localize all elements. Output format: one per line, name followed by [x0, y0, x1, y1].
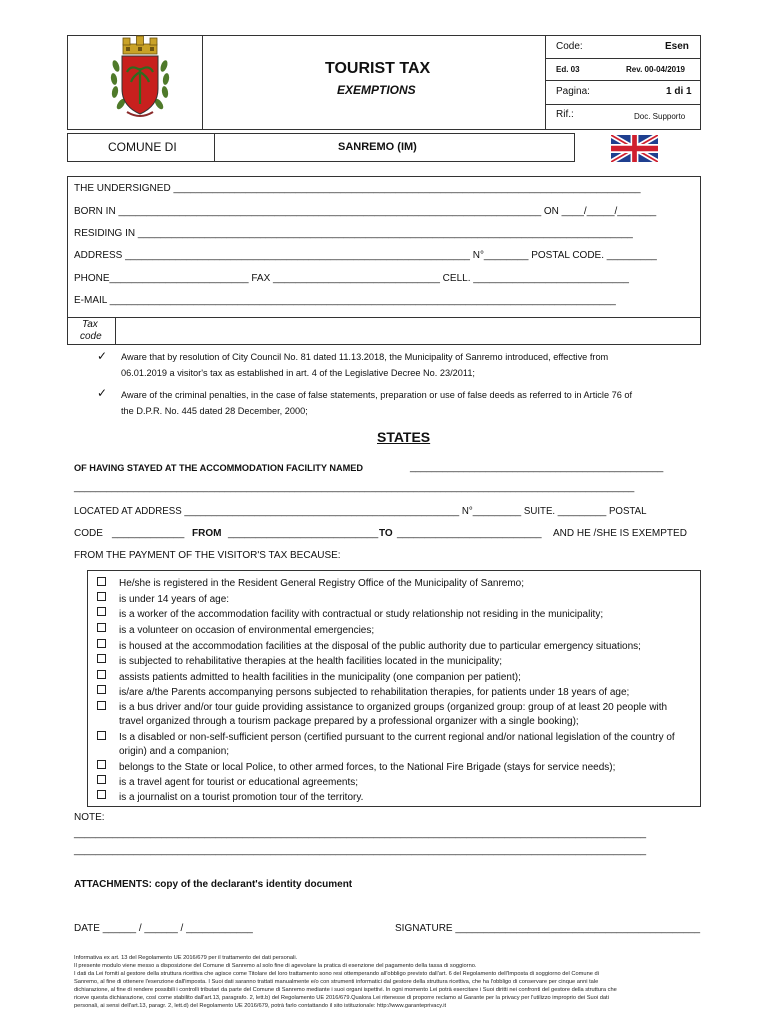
crown-icon — [123, 36, 157, 54]
page-label: Pagina: — [556, 86, 590, 97]
tax-code-label: Tax — [82, 319, 98, 330]
exemption-option: Is a disabled or non-self-sufficient person (certified pursuant to the current regional and/or national legislation of the country of — [119, 732, 675, 743]
exemption-option: is under 14 years of age: — [119, 594, 230, 605]
privacy-notice: I dati da Lei forniti al gestore della struttura ricettiva che agisce come Titolare del loro trattamento sono resi ottemperando all'obbligo previsto dall'art. 6 del Regolamento dell'Imposta di soggiorno del Comune di — [74, 971, 599, 977]
tax-code-input[interactable] — [117, 319, 699, 343]
because-label: FROM THE PAYMENT OF THE VISITOR'S TAX BECAUSE: — [74, 550, 341, 561]
exemption-option: belongs to the State or local Police, to other armed forces, to the National Fire Brigade (stays for service needs); — [119, 762, 616, 773]
privacy-notice: Il presente modulo viene messo a disposizione del Comune di Sanremo al solo fine di agevolare la pratica di esenzione del pagamento della tassa di soggiorno. — [74, 963, 477, 969]
edition-label: Ed. 03 — [556, 65, 580, 74]
checkbox[interactable] — [97, 701, 106, 710]
form-subtitle: EXEMPTIONS — [337, 83, 416, 97]
privacy-notice: personali, ai sensi dell'art.13, paragr. 2, lett.d) del Regolamento UE 2016/679, potrà farlo contattando il sito istituzionale: http://www.garanteprivacy.it — [74, 1003, 447, 1009]
exemption-option-continuation: origin) and a companion; — [119, 746, 230, 757]
checkbox[interactable] — [97, 577, 106, 586]
header-divider-1 — [202, 35, 203, 130]
residing-in-field[interactable]: RESIDING IN _________________________________________________________________________________________ — [74, 228, 633, 239]
exemption-option: is housed at the accommodation facilities at the disposal of the public authority due to particular emergency situations; — [119, 641, 641, 652]
privacy-notice: Sanremo, al fine di ottenere l'esenzione dall'imposta. I Suoi dati saranno trattati manualmente e/o con strumenti informatici dal gestore della struttura ricettiva, che ha l'obbligo di conservare per cinque anni tale — [74, 979, 599, 985]
page-value: 1 di 1 — [666, 86, 692, 97]
declaration-text: Aware of the criminal penalties, in the case of false statements, preparation or use of false deeds as referred to in Article 76 of — [121, 390, 633, 400]
tax-code-label: code — [80, 331, 102, 342]
checkbox[interactable] — [97, 623, 106, 632]
checkmark-icon: ✓ — [97, 349, 108, 363]
exempted-label: AND HE /SHE IS EXEMPTED — [553, 528, 687, 539]
header-rule — [545, 58, 701, 59]
exemption-option: is a worker of the accommodation facility with contractual or study relationship not residing in the municipality; — [119, 609, 604, 620]
checkbox[interactable] — [97, 654, 106, 663]
facility-label: OF HAVING STAYED AT THE ACCOMMODATION FACILITY NAMED — [74, 463, 364, 473]
exemption-option: is subjected to rehabilitative therapies at the health facilities located in the municipality; — [119, 656, 502, 667]
exemption-option: is/are a/the Parents accompanying persons subjected to rehabilitation therapies, for patients under 18 years of age; — [119, 687, 630, 698]
exemption-option: is a volunteer on occasion of environmental emergencies; — [119, 625, 375, 636]
tax-code-divider — [115, 317, 116, 345]
postal-code-field[interactable]: _____________ — [112, 528, 185, 539]
tax-code-rule — [67, 317, 701, 318]
form-title: TOURIST TAX — [325, 60, 431, 77]
facility-name-field[interactable]: _______________________________________________ — [410, 462, 664, 473]
code-label: Code: — [556, 41, 583, 52]
code-value: Esen — [665, 41, 689, 52]
municipality-divider — [214, 133, 215, 162]
exemption-option: is a travel agent for tourist or educational agreements; — [119, 777, 359, 788]
born-in-field[interactable]: BORN IN ____________________________________________________________________________ ON ____/_____/_______ — [74, 206, 657, 217]
from-date-field[interactable]: ___________________________ — [228, 528, 379, 539]
declaration-text: the D.P.R. No. 445 dated 28 December, 2000; — [121, 406, 308, 416]
header-rule — [545, 80, 701, 81]
checkbox[interactable] — [97, 760, 106, 769]
exemption-option: He/she is registered in the Resident General Registry Office of the Municipality of Sanremo; — [119, 578, 525, 589]
exemption-option-continuation: travel organized through a tourism package prepared by a professional organizer with a single booking); — [119, 716, 579, 727]
checkbox[interactable] — [97, 790, 106, 799]
ref-value: Doc. Supporto — [634, 112, 686, 121]
checkbox[interactable] — [97, 670, 106, 679]
privacy-notice: Informativa ex art. 13 del Regolamento UE 2016/679 per il trattamento dei dati personali. — [74, 955, 298, 961]
states-heading: STATES — [377, 429, 431, 445]
facility-name-continuation[interactable]: ________________________________________________________________________________________________________ — [74, 482, 635, 493]
to-label: TO — [379, 528, 393, 539]
located-address-field[interactable]: LOCATED AT ADDRESS ___________________________________________________ N°_________ SUITE. _________ POSTAL — [74, 506, 647, 517]
undersigned-field[interactable]: THE UNDERSIGNED ____________________________________________________________________________________ — [74, 183, 641, 194]
exemption-option: assists patients admitted to health facilities in the municipality (one companion per patient); — [119, 672, 521, 683]
exemption-option: is a bus driver and/or tour guide providing assistance to organized groups (organized group: group of at least 20 people with — [119, 702, 668, 713]
privacy-notice: riceve questa dichiarazione, così come stabilito dall'art.13, paragrafo. 2, lett.b) del Regolamento UE 2016/679.Qualora Lei ritenesse di proporre reclamo al Garante per la privacy per l'utilizzo improprio dei Suoi dati — [74, 995, 609, 1001]
to-date-field[interactable]: __________________________ — [397, 528, 542, 539]
declaration-text: Aware that by resolution of City Council No. 81 dated 11.13.2018, the Municipality of Sanremo introduced, effective from — [121, 352, 609, 362]
email-field[interactable]: E-MAIL ___________________________________________________________________________________________ — [74, 295, 616, 306]
checkbox[interactable] — [97, 639, 106, 648]
signature-field[interactable]: SIGNATURE ____________________________________________ — [395, 923, 701, 934]
privacy-notice: dichiarazione, al fine di rendere possibili i controlli tributari da parte del Comune di Sanremo mediante i suoi organi ispettivi. In ogni momento Lei potrà esercitare i Suoi diritti nei confronti del gestore della struttura che — [74, 987, 617, 993]
coat-of-arms-icon — [107, 34, 173, 124]
header-rule — [545, 104, 701, 105]
revision-label: Rev. 00-04/2019 — [626, 65, 686, 74]
checkmark-icon: ✓ — [97, 386, 108, 400]
checkbox[interactable] — [97, 685, 106, 694]
checkbox[interactable] — [97, 592, 106, 601]
note-line[interactable]: _________________________________________________________________________________________________________ — [74, 828, 647, 839]
checkbox[interactable] — [97, 775, 106, 784]
checkbox[interactable] — [97, 607, 106, 616]
declaration-text: 06.01.2019 a visitor's tax as established in art. 4 of the Legislative Decree No. 23/2011; — [121, 368, 475, 378]
exemption-option: is a journalist on a tourist promotion tour of the territory. — [119, 792, 364, 803]
from-label: FROM — [192, 528, 222, 539]
code-label: CODE — [74, 528, 103, 539]
uk-flag-icon[interactable] — [611, 135, 658, 162]
header-divider-2 — [545, 35, 546, 130]
attachments-label: ATTACHMENTS: copy of the declarant's identity document — [74, 879, 353, 890]
phone-field[interactable]: PHONE_________________________ FAX ______________________________ CELL. ____________________________ — [74, 273, 629, 284]
date-field[interactable]: DATE ______ / ______ / ____________ — [74, 923, 253, 934]
ref-label: Rif.: — [556, 109, 574, 120]
checkbox[interactable] — [97, 731, 106, 740]
note-line[interactable]: _________________________________________________________________________________________________________ — [74, 845, 647, 856]
municipality-name: SANREMO (IM) — [338, 141, 417, 153]
note-label: NOTE: — [74, 812, 105, 823]
municipality-label: COMUNE DI — [108, 140, 177, 154]
address-field[interactable]: ADDRESS ______________________________________________________________ N°________ POSTAL CODE. _________ — [74, 250, 657, 261]
